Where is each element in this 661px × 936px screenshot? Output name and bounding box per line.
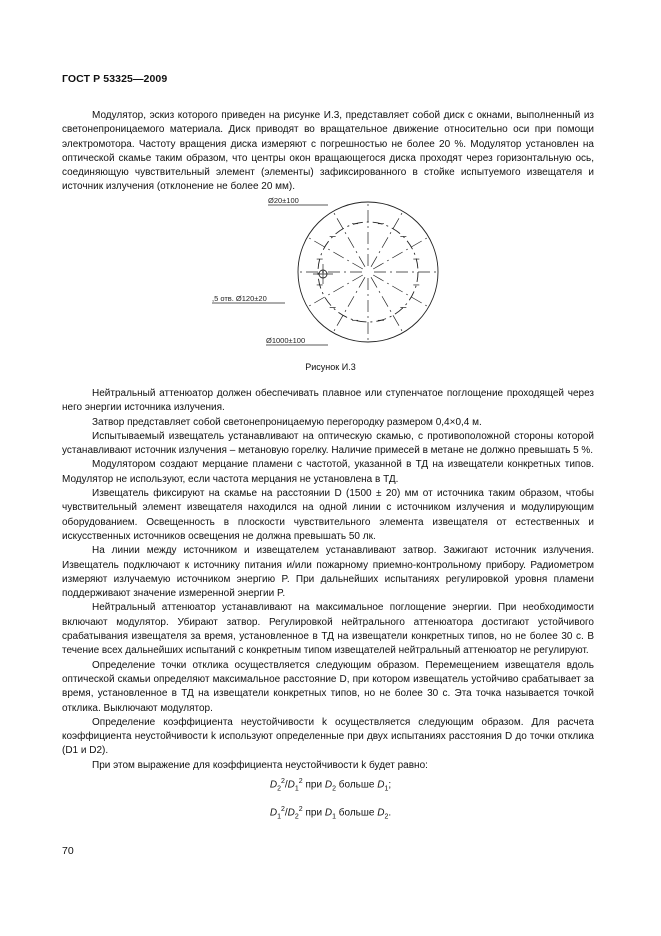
paragraph: Нейтральный аттенюатор устанавливают на максимальное поглощение энергии. При необходимости включают модулятор. Убирают затвор. Регулировкой нейтрального аттенюатора достигают устойчивого срабатывания извещателя за время, установленное в ТД на извещатели конкретных типов, но не более 30 с. В течение всех дальнейших испытаний с конкретным типом извещателей нейтральный аттенюатор не регулируют.	[62, 602, 594, 657]
page-number: 70	[62, 845, 74, 857]
paragraph: Затвор представляет собой светонепроницаемую перегородку размером 0,4×0,4 м.	[92, 416, 482, 428]
formula-2: $D_1^2/D_2^2$ при $D_1$ больше $D_2$.	[269, 806, 392, 821]
disk-outer-circle	[298, 202, 438, 342]
dim-label-window: Ø20±100	[268, 196, 299, 205]
radial-line	[309, 275, 363, 306]
paragraph: Определение коэффициента неустойчивости k осуществляется следующим образом. Для расчета коэффициента неустойчивости k используют определенные при двух испытаниях расстояния D до точки отклика (D1 и D2).	[62, 716, 594, 757]
radial-line	[334, 213, 365, 267]
paragraph: На линии между источником и извещателем устанавливают затвор. Зажигают источник излучения. Извещатель подключают к источнику питания и/или пожарному приемно-контрольному прибору. Радиометром измеряют излучаемую источником энергию P. При дальнейших испытаниях регулировкой уровня пламени поддерживают значение измеренной энергии P.	[62, 545, 594, 600]
paragraph: Нейтральный аттенюатор должен обеспечивать плавное или ступенчатое поглощение проходящей через него энергии источника излучения.	[62, 388, 594, 414]
paragraph: При этом выражение для коэффициента неустойчивости k будет равно:	[92, 759, 428, 771]
figure-caption: Рисунок И.3	[305, 362, 356, 372]
paragraph: Извещатель фиксируют на скамье на расстоянии D (1500 ± 20) мм от источника таким образом, чтобы чувствительный элемент извещателя находился на одной линии с источником излучения и модулирующим оборудованием. Освещенность в плоскости чувствительного элемента извещателя от естественных и искусственных источников освещения не должна превышать 50 лк.	[62, 488, 594, 542]
modulator-disk	[298, 202, 438, 342]
radial-line	[371, 277, 402, 331]
radial-line	[309, 238, 363, 269]
formula-1: $D_2^2/D_1^2$ при $D_2$ больше $D_1$;	[269, 778, 392, 793]
radial-line	[373, 238, 427, 269]
paragraph: Модулятор, эскиз которого приведен на рисунке И.3, представляет собой диск с окнами, выполненный из светонепроницаемого материала. Диск приводят во вращательное движение относительно оси при помощи электромотора. Частоту вращения диска измеряют с погрешностью не более 20 %. Модулятор установлен на оптической скамье таким образом, что центры окон вращающегося диска проходят через горизонтальную ось, соединяющую чувствительный элемент (элементы) зафиксированного в стойке испытуемого извещателя и источник излучения (отклонение не более 20 мм).	[62, 110, 594, 193]
radial-line	[371, 213, 402, 267]
paragraph: Определение точки отклика осуществляется следующим образом. Перемещением извещателя вдоль оптической скамьи определяют максимальное расстояние D, при котором извещатель устойчиво срабатывает за время, установленное в ТД на извещатели конкретных типов, но не более 30 с. Эта точка называется точкой отклика. Выключают модулятор.	[62, 659, 594, 714]
paragraph: Модулятором создают мерцание пламени с частотой, указанной в ТД на извещатели конкретных типов. Модулятор не используют, если частота мерцания не установлена в ТД.	[62, 459, 594, 485]
modulator-drawing	[200, 188, 460, 356]
radial-line	[334, 277, 365, 331]
document-header: ГОСТ Р 53325—2009	[62, 73, 168, 85]
text-block-bottom	[62, 387, 594, 773]
text-block-top	[62, 109, 594, 195]
dim-label-disk: Ø1000±100	[266, 336, 306, 345]
paragraph: Испытываемый извещатель устанавливают на оптическую скамью, с противоположной стороны которой устанавливают источник излучения – метановую горелку. Наличие примесей в метане не должно превышать 5 %.	[62, 430, 594, 457]
dim-label-holes: ,5 отв. Ø120±20	[212, 294, 267, 303]
radial-line	[373, 275, 427, 306]
